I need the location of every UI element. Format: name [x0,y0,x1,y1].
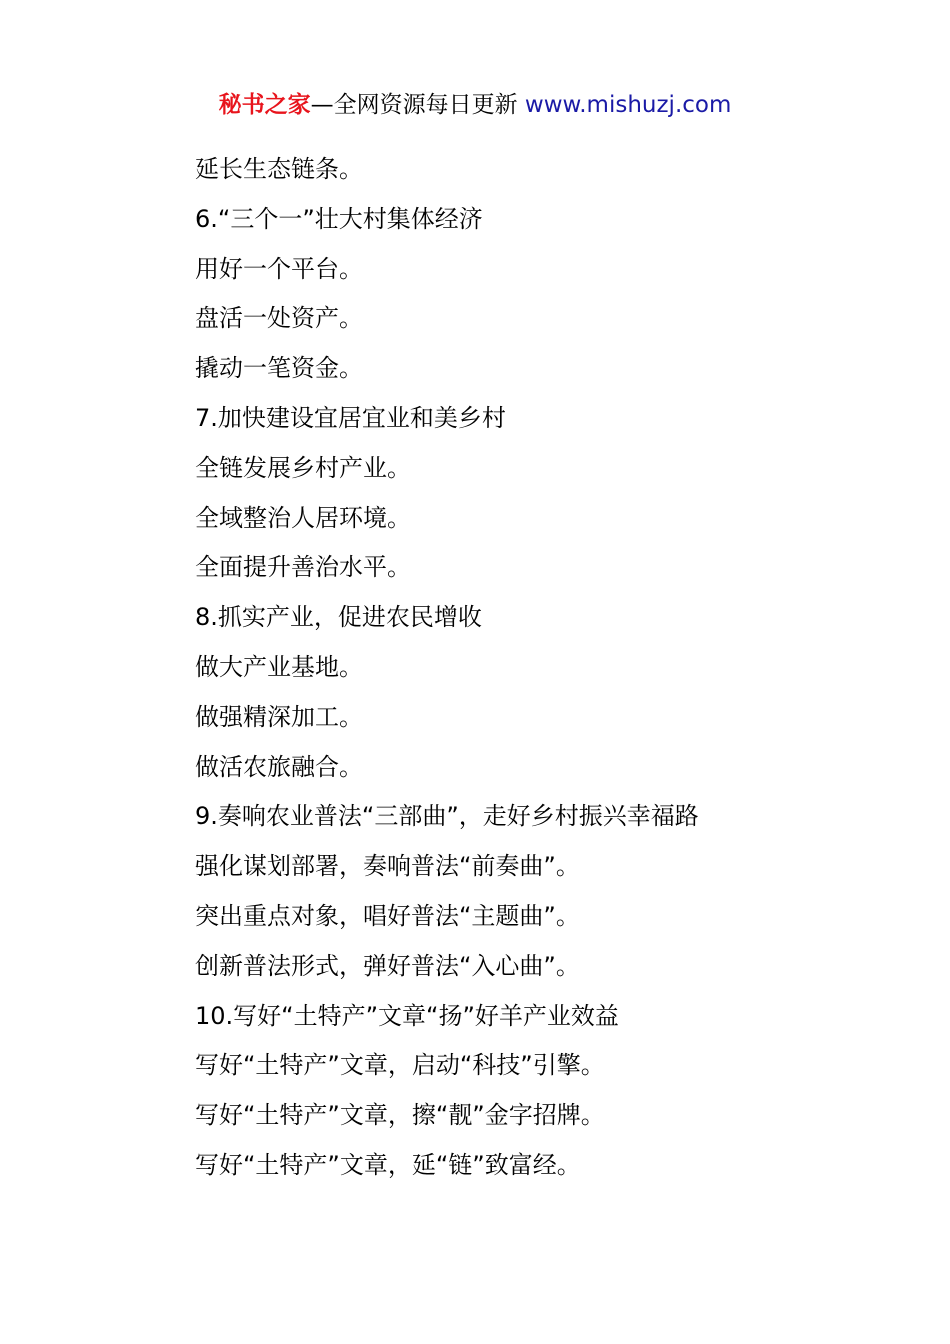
section-heading: 7.加快建设宜居宜业和美乡村 [195,403,506,432]
text-line: 做强精深加工。 [195,702,363,731]
text-line: 强化谋划部署，奏响普法“前奏曲”。 [195,852,580,881]
text-line: 用好一个平台。 [195,254,363,283]
section-heading: 6.“三个一”壮大村集体经济 [195,204,483,233]
text-line: 突出重点对象，唱好普法“主题曲”。 [195,901,580,930]
text-line: 延长生态链条。 [195,155,363,183]
document-body [195,145,895,1191]
page-header [0,88,950,122]
text-line: 创新普法形式，弹好普法“入心曲”。 [195,951,580,980]
text-line: 写好“土特产”文章，擦“靓”金字招牌。 [195,1101,605,1130]
text-line: 全域整治人居环境。 [195,503,411,532]
text-line: 全面提升善治水平。 [195,553,411,582]
text-line: 写好“土特产”文章，延“链”致富经。 [195,1150,581,1179]
text-line: 盘活一处资产。 [195,304,363,333]
header-slogan: —全网资源每日更新 [310,92,518,118]
section-heading: 8.抓实产业，促进农民增收 [195,603,482,632]
text-line: 全链发展乡村产业。 [195,453,411,482]
brand-name: 秘书之家 [218,92,311,118]
text-line: 撬动一笔资金。 [195,354,363,383]
section-heading: 10.写好“土特产”文章“扬”好羊产业效益 [195,1001,619,1030]
section-heading: 9.奏响农业普法“三部曲”，走好乡村振兴幸福路 [195,802,699,831]
text-line: 做活农旅融合。 [195,752,363,781]
text-line: 做大产业基地。 [195,652,363,681]
text-line: 写好“土特产”文章，启动“科技”引擎。 [195,1051,605,1080]
site-url-link[interactable]: www.mishuzj.com [524,92,732,118]
